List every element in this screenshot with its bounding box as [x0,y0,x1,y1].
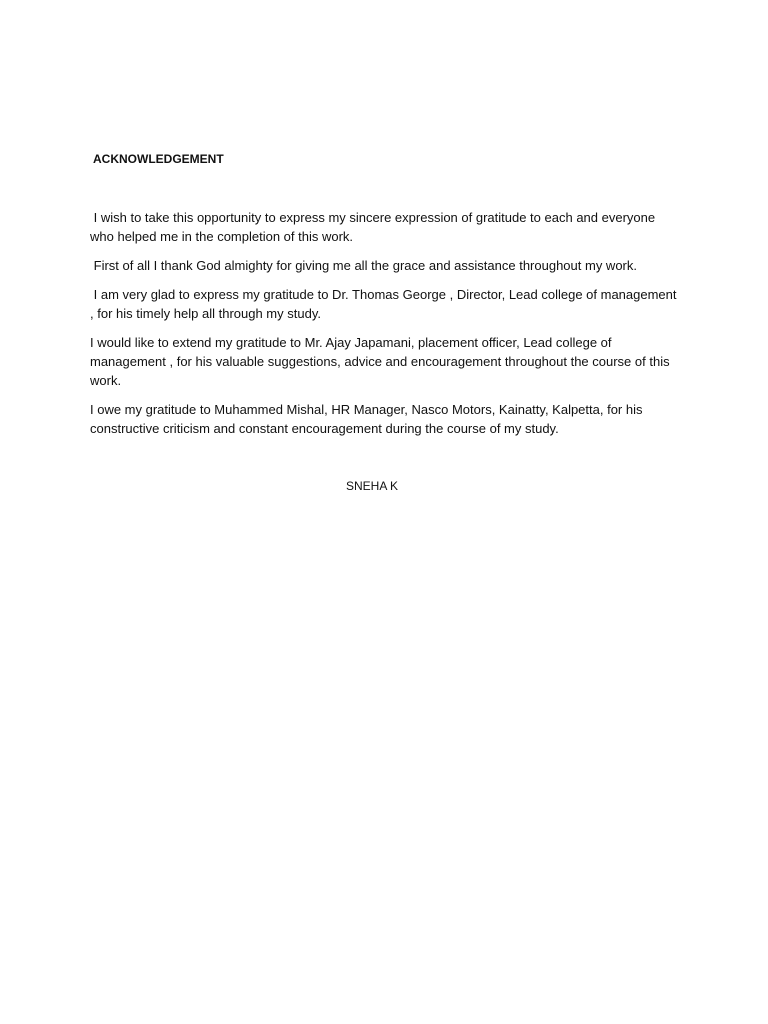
signature-name: SNEHA K [346,479,399,493]
document-heading: ACKNOWLEDGEMENT [93,152,224,166]
paragraph-placement-officer: I would like to extend my gratitude to Mr. Ajay Japamani, placement officer, Lead college of management , for his valuable suggestions, advice and encouragement throughout the course of this work. [90,335,674,388]
paragraph-opportunity: I wish to take this opportunity to express my sincere expression of gratitude to each and everyone who helped me in the completion of this work. [90,210,659,244]
paragraph-hr-manager: I owe my gratitude to Muhammed Mishal, HR Manager, Nasco Motors, Kainatty, Kalpetta, for his constructive criticism and constant encouragement during the course of my study. [90,402,647,436]
document-body [90,208,682,448]
paragraph-director: I am very glad to express my gratitude to Dr. Thomas George , Director, Lead college of management , for his timely help all through my study. [90,287,681,321]
paragraph-thank-god: First of all I thank God almighty for giving me all the grace and assistance throughout my work. [90,258,637,273]
